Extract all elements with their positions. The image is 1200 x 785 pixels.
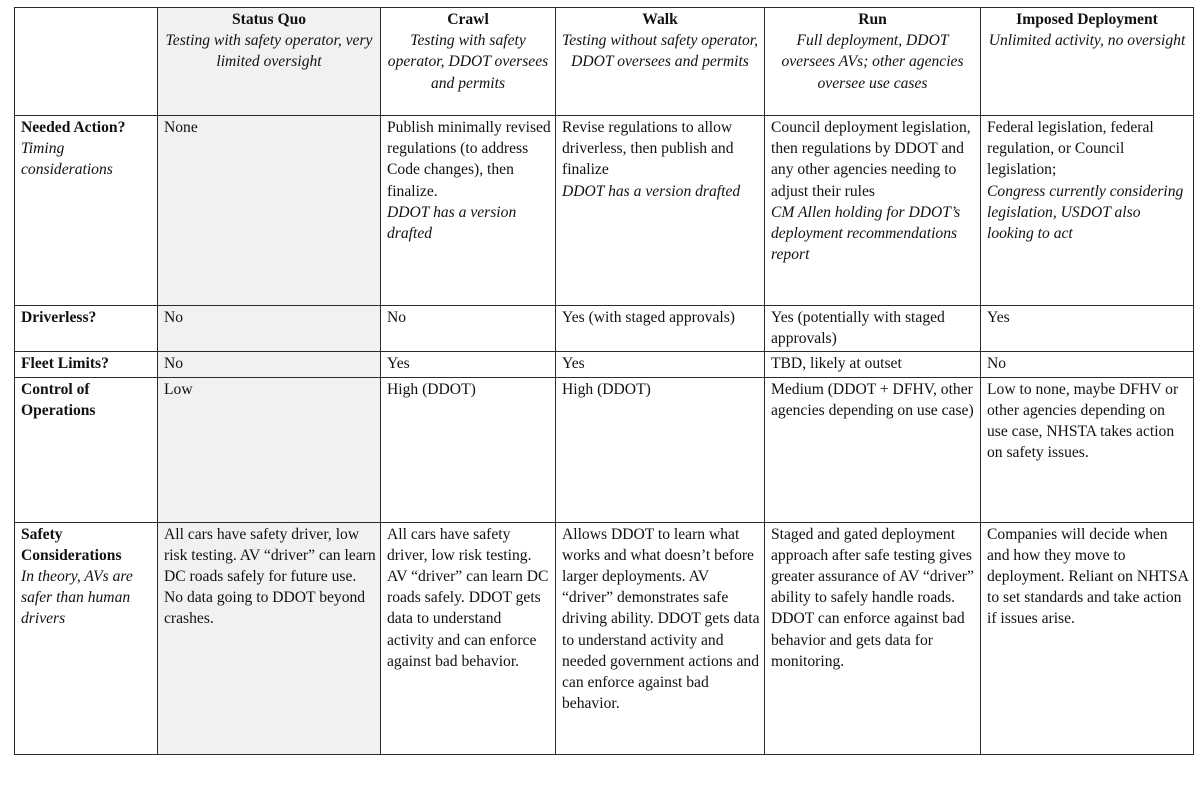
column-subtitle: Full deployment, DDOT oversees AVs; other agencies oversee use cases xyxy=(781,32,964,92)
column-header-run xyxy=(765,8,981,116)
cell-needed-action-crawl xyxy=(381,116,556,306)
cell-safety-walk: Allows DDOT to learn what works and what doesn’t before larger deployments. AV “driver” demonstrates safe driving ability. DDOT gets data to understand activity and needed government actions and can enforce against bad behavior. xyxy=(556,522,765,754)
row-header-fleet-limits xyxy=(15,352,158,377)
column-header-walk xyxy=(556,8,765,116)
column-header-crawl xyxy=(381,8,556,116)
row-header-safety-considerations xyxy=(15,522,158,754)
column-title: Walk xyxy=(642,11,678,28)
cell-driverless-imposed: Yes xyxy=(981,306,1194,352)
column-header-status-quo xyxy=(158,8,381,116)
cell-control-run: Medium (DDOT + DFHV, other agencies depending on use case) xyxy=(765,377,981,522)
cell-note: Congress currently considering legislation, USDOT also looking to act xyxy=(987,182,1184,243)
cell-safety-status-quo: All cars have safety driver, low risk testing. AV “driver” can learn DC roads safely for future use. No data going to DDOT beyond crashes. xyxy=(158,522,381,754)
cell-safety-imposed: Companies will decide when and how they move to deployment. Reliant on NHTSA to set standards and take action if issues arise. xyxy=(981,522,1194,754)
cell-needed-action-walk xyxy=(556,116,765,306)
table-row-driverless xyxy=(15,306,1194,352)
cell-control-status-quo: Low xyxy=(158,377,381,522)
column-title: Crawl xyxy=(447,11,489,28)
row-label: Safety Considerations xyxy=(21,525,122,564)
cell-fleet-limits-run: TBD, likely at outset xyxy=(765,352,981,377)
cell-needed-action-status-quo: None xyxy=(158,116,381,306)
cell-safety-run: Staged and gated deployment approach after safe testing gives greater assurance of AV “driver” ability to safely handle roads. DDOT can enforce against bad behavior and gets data for monitoring. xyxy=(765,522,981,754)
cell-driverless-walk: Yes (with staged approvals) xyxy=(556,306,765,352)
cell-fleet-limits-status-quo: No xyxy=(158,352,381,377)
column-title: Imposed Deployment xyxy=(1016,11,1158,28)
column-header-imposed-deployment xyxy=(981,8,1194,116)
row-header-control-of-operations xyxy=(15,377,158,522)
cell-note: DDOT has a version drafted xyxy=(387,203,517,243)
cell-needed-action-run xyxy=(765,116,981,306)
column-subtitle: Testing without safety operator, DDOT oversees and permits xyxy=(561,32,759,71)
table-row-needed-action xyxy=(15,116,1194,306)
row-label: Driverless? xyxy=(21,309,97,326)
cell-driverless-crawl: No xyxy=(381,306,556,352)
cell-driverless-run: Yes (potentially with staged approvals) xyxy=(765,306,981,352)
column-subtitle: Testing with safety operator, DDOT oversees and permits xyxy=(387,32,549,92)
cell-text: Revise regulations to allow driverless, then publish and finalize xyxy=(562,119,734,179)
cell-text: Council deployment legislation, then regulations by DDOT and any other agencies needing to adjust their rules xyxy=(771,119,971,200)
row-label: Control of Operations xyxy=(21,380,96,419)
row-label: Fleet Limits? xyxy=(21,355,109,373)
cell-fleet-limits-imposed: No xyxy=(981,352,1194,377)
cell-fleet-limits-crawl: Yes xyxy=(381,352,556,377)
cell-control-walk: High (DDOT) xyxy=(556,377,765,522)
column-title: Status Quo xyxy=(231,11,307,28)
column-title: Run xyxy=(858,11,887,28)
corner-cell xyxy=(15,8,158,116)
cell-driverless-status-quo: No xyxy=(158,306,381,352)
header-row xyxy=(15,8,1194,116)
cell-text: Federal legislation, federal regulation, or Council legislation; xyxy=(987,119,1154,179)
row-header-needed-action xyxy=(15,116,158,306)
cell-control-crawl: High (DDOT) xyxy=(381,377,556,522)
column-subtitle: Unlimited activity, no oversight xyxy=(988,32,1186,50)
cell-note: CM Allen holding for DDOT’s deployment recommendations report xyxy=(771,203,961,264)
row-sublabel: In theory, AVs are safer than human drivers xyxy=(21,568,133,628)
row-header-driverless xyxy=(15,306,158,352)
cell-text: Publish minimally revised regulations (to address Code changes), then finalize. xyxy=(387,119,551,200)
cell-safety-crawl: All cars have safety driver, low risk testing. AV “driver” can learn DC roads safely. DDOT gets data to understand activity and can enforce against bad behavior. xyxy=(381,522,556,754)
cell-fleet-limits-walk: Yes xyxy=(556,352,765,377)
cell-needed-action-imposed xyxy=(981,116,1194,306)
row-label: Needed Action? xyxy=(21,119,126,136)
row-sublabel: Timing considerations xyxy=(21,140,113,179)
column-subtitle: Testing with safety operator, very limited oversight xyxy=(165,32,373,71)
table-row-fleet-limits xyxy=(15,352,1194,377)
table-row-safety-considerations xyxy=(15,522,1194,754)
cell-control-imposed: Low to none, maybe DFHV or other agencies depending on use case, NHSTA takes action on safety issues. xyxy=(981,377,1194,522)
av-deployment-comparison-table xyxy=(14,7,1194,755)
table-row-control-of-operations xyxy=(15,377,1194,522)
cell-note: DDOT has a version drafted xyxy=(562,182,741,200)
